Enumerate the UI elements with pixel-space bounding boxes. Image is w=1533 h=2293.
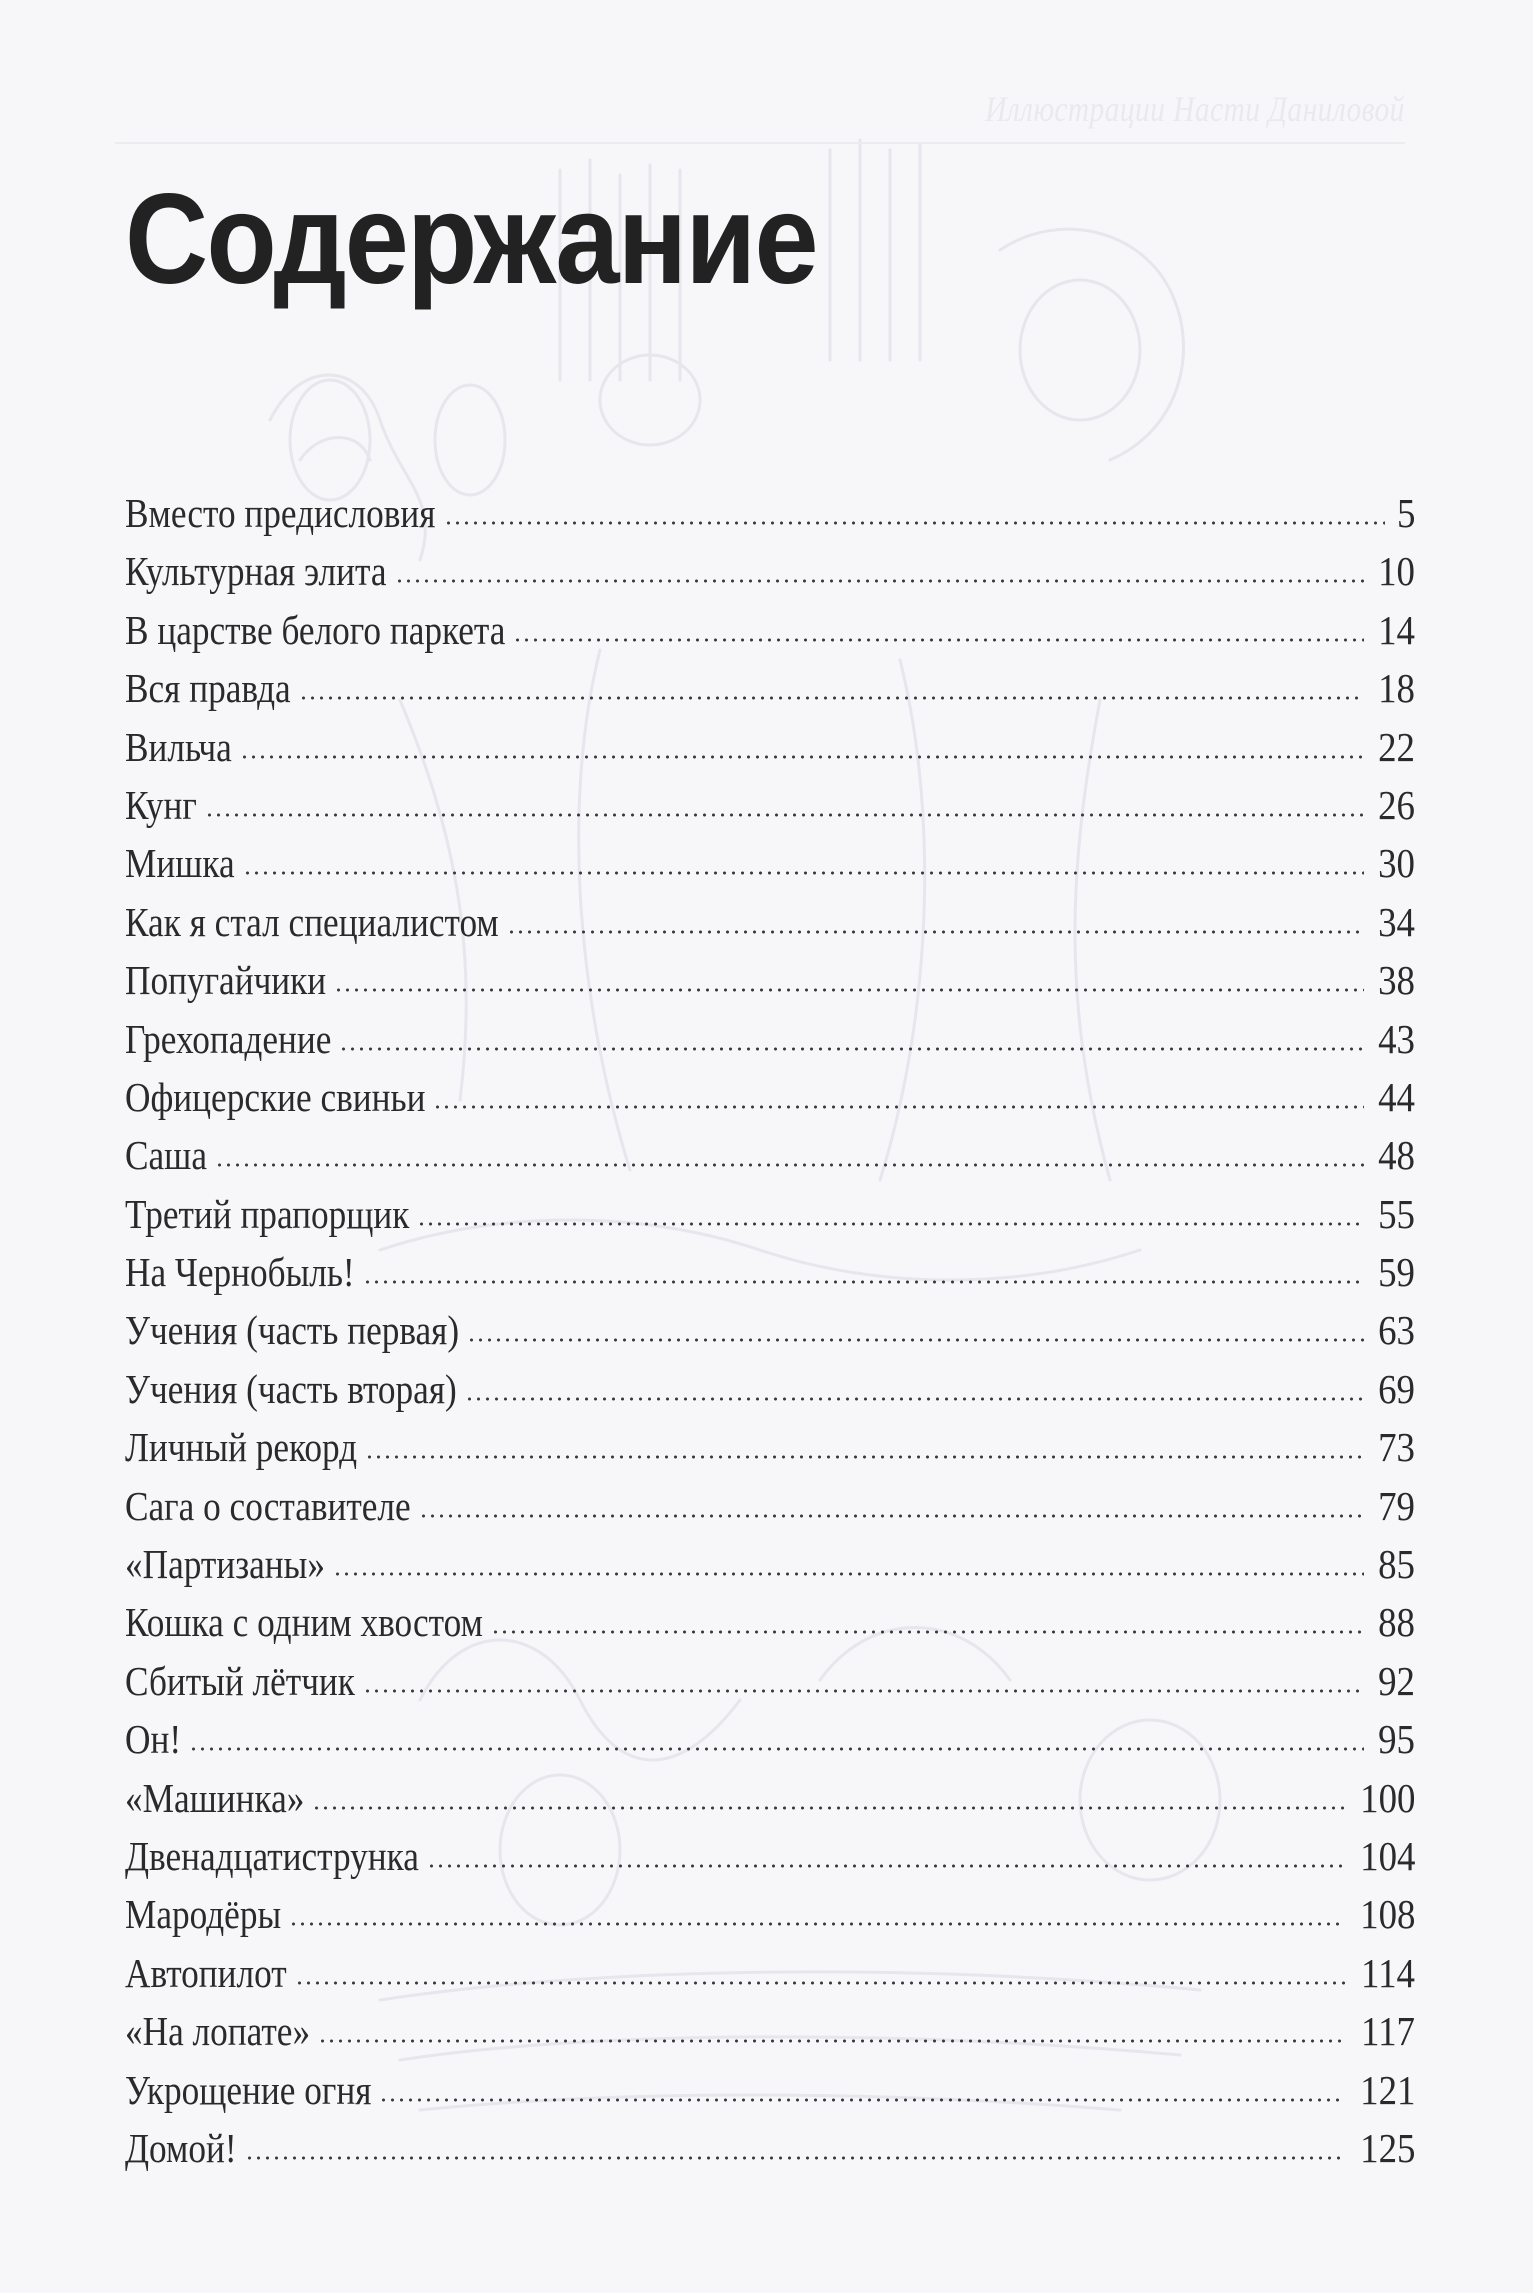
toc-entry-page-number: 18 (1378, 665, 1415, 712)
toc-entry[interactable] (125, 1360, 1415, 1418)
dot-leader (444, 521, 1385, 525)
toc-entry-page-number: 121 (1359, 2066, 1415, 2113)
dot-leader (312, 1806, 1343, 1810)
toc-entry-title: На Чернобыль! (125, 1249, 355, 1296)
dot-leader (289, 1922, 1343, 1926)
toc-entry-title: Учения (часть вторая) (125, 1365, 457, 1412)
toc-entry[interactable] (125, 1418, 1415, 1476)
toc-entry[interactable] (125, 484, 1415, 542)
toc-entry-title: «Партизаны» (125, 1541, 325, 1588)
toc-entry-title: Грехопадение (125, 1015, 332, 1062)
toc-entry[interactable] (125, 1185, 1415, 1243)
dot-leader (189, 1747, 1364, 1751)
toc-entry-title: Укрощение огня (125, 2066, 372, 2113)
dot-leader (215, 1163, 1364, 1167)
table-of-contents (125, 484, 1415, 2177)
toc-entry[interactable] (125, 659, 1415, 717)
dot-leader (491, 1630, 1364, 1634)
dot-leader (295, 1981, 1345, 1985)
dot-leader (205, 813, 1364, 817)
toc-entry-title: Вместо предисловия (125, 490, 436, 536)
toc-entry[interactable] (125, 1477, 1415, 1535)
toc-entry-page-number: 26 (1378, 781, 1415, 828)
toc-entry-page-number: 48 (1378, 1132, 1415, 1179)
toc-entry-page-number: 69 (1378, 1365, 1415, 1412)
toc-entry-page-number: 104 (1359, 1832, 1415, 1879)
toc-entry[interactable] (125, 1710, 1415, 1768)
dot-leader (513, 638, 1364, 642)
dot-leader (339, 1047, 1364, 1051)
toc-entry[interactable] (125, 542, 1415, 600)
toc-entry[interactable] (125, 1593, 1415, 1651)
toc-entry-title: Мародёры (125, 1891, 282, 1938)
toc-entry[interactable] (125, 1301, 1415, 1359)
toc-entry-title: Культурная элита (125, 548, 387, 595)
running-header (115, 78, 1405, 144)
toc-entry-title: «На лопате» (125, 2008, 311, 2055)
dot-leader (363, 1689, 1364, 1693)
toc-entry[interactable] (125, 951, 1415, 1009)
toc-entry-page-number: 38 (1378, 957, 1415, 1004)
toc-entry-title: Автопилот (125, 1949, 287, 1996)
running-header-text: Иллюстрации Насти Даниловой (985, 89, 1405, 129)
dot-leader (240, 755, 1364, 759)
dot-leader (507, 930, 1364, 934)
dot-leader (318, 2039, 1345, 2043)
toc-entry[interactable] (125, 834, 1415, 892)
toc-entry-page-number: 95 (1378, 1716, 1415, 1763)
toc-entry-page-number: 108 (1359, 1891, 1415, 1938)
dot-leader (395, 579, 1364, 583)
toc-entry-title: Личный рекорд (125, 1424, 358, 1471)
dot-leader (334, 988, 1364, 992)
toc-entry-page-number: 43 (1378, 1015, 1415, 1062)
dot-leader (299, 696, 1364, 700)
toc-entry-page-number: 34 (1378, 898, 1415, 945)
toc-entry-title: Кошка с одним хвостом (125, 1599, 483, 1646)
dot-leader (245, 2156, 1344, 2160)
toc-entry-title: Вильча (125, 723, 232, 770)
toc-entry[interactable] (125, 893, 1415, 951)
toc-entry[interactable] (125, 1944, 1415, 2002)
toc-entry-page-number: 92 (1378, 1657, 1415, 1704)
page-title: Содержание (125, 168, 817, 311)
toc-entry[interactable] (125, 1243, 1415, 1301)
toc-entry-title: Офицерские свиньи (125, 1073, 426, 1120)
toc-entry-title: Как я стал специалистом (125, 898, 499, 945)
dot-leader (243, 871, 1364, 875)
toc-entry-title: Сага о составителе (125, 1482, 411, 1529)
toc-entry-page-number: 14 (1378, 606, 1415, 653)
toc-entry[interactable] (125, 1769, 1415, 1827)
toc-entry-page-number: 63 (1378, 1307, 1415, 1354)
toc-entry-page-number: 5 (1396, 490, 1415, 536)
toc-entry-title: Третий прапорщик (125, 1190, 410, 1237)
toc-entry-page-number: 114 (1361, 1949, 1415, 1996)
toc-entry-title: Двенадцатиструнка (125, 1832, 419, 1879)
toc-entry[interactable] (125, 1068, 1415, 1126)
dot-leader (417, 1222, 1364, 1226)
toc-entry-page-number: 10 (1378, 548, 1415, 595)
toc-entry-page-number: 22 (1378, 723, 1415, 770)
toc-entry-title: Сбитый лётчик (125, 1657, 355, 1704)
toc-entry[interactable] (125, 2002, 1415, 2060)
toc-entry[interactable] (125, 776, 1415, 834)
toc-entry[interactable] (125, 1126, 1415, 1184)
toc-entry-page-number: 79 (1378, 1482, 1415, 1529)
toc-entry-page-number: 59 (1378, 1249, 1415, 1296)
dot-leader (363, 1280, 1364, 1284)
toc-entry-title: В царстве белого паркета (125, 606, 506, 653)
toc-entry-page-number: 73 (1378, 1424, 1415, 1471)
toc-entry[interactable] (125, 1535, 1415, 1593)
toc-entry-page-number: 85 (1378, 1541, 1415, 1588)
dot-leader (433, 1105, 1364, 1109)
toc-entry[interactable] (125, 1827, 1415, 1885)
toc-entry-page-number: 30 (1378, 840, 1415, 887)
toc-entry-title: Вся правда (125, 665, 291, 712)
toc-entry-page-number: 117 (1361, 2008, 1415, 2055)
toc-entry[interactable] (125, 1885, 1415, 1943)
toc-entry-title: Попугайчики (125, 957, 327, 1004)
dot-leader (379, 2098, 1343, 2102)
dot-leader (419, 1514, 1364, 1518)
dot-leader (333, 1572, 1364, 1576)
toc-entry[interactable] (125, 1652, 1415, 1710)
dot-leader (465, 1397, 1364, 1401)
dot-leader (467, 1338, 1364, 1342)
toc-entry[interactable] (125, 1010, 1415, 1068)
toc-entry-page-number: 44 (1378, 1073, 1415, 1120)
toc-entry-title: Мишка (125, 840, 235, 887)
dot-leader (427, 1864, 1344, 1868)
dot-leader (365, 1455, 1364, 1459)
toc-entry-page-number: 125 (1359, 2124, 1415, 2171)
toc-entry-title: Кунг (125, 781, 197, 828)
toc-entry-title: Учения (часть первая) (125, 1307, 460, 1354)
toc-entry-page-number: 55 (1378, 1190, 1415, 1237)
toc-entry-title: Саша (125, 1132, 207, 1179)
toc-entry-title: Домой! (125, 2124, 237, 2171)
toc-entry-page-number: 88 (1378, 1599, 1415, 1646)
toc-entry-page-number: 100 (1359, 1774, 1415, 1821)
toc-entry[interactable] (125, 2061, 1415, 2119)
toc-entry[interactable] (125, 601, 1415, 659)
toc-entry[interactable] (125, 718, 1415, 776)
toc-entry[interactable] (125, 2119, 1415, 2177)
toc-entry-title: Он! (125, 1716, 182, 1763)
toc-entry-title: «Машинка» (125, 1774, 305, 1821)
